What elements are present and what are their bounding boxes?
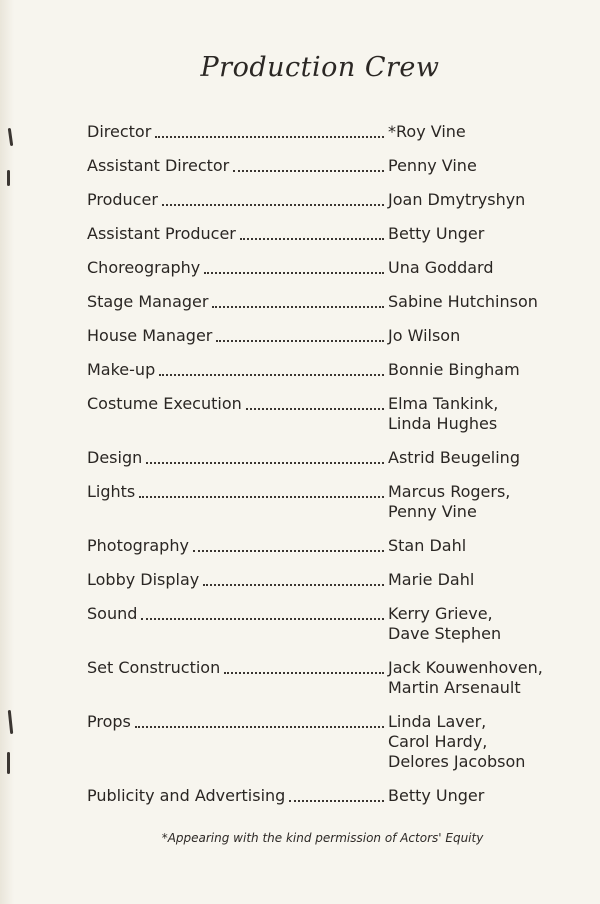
crew-name: Martin Arsenault xyxy=(388,678,521,697)
dot-leader xyxy=(146,461,384,464)
crew-row xyxy=(87,712,567,772)
crew-role-label: Props xyxy=(87,712,131,731)
crew-row xyxy=(87,482,567,522)
crew-role xyxy=(87,786,388,806)
crew-names xyxy=(388,258,567,278)
crew-name: Linda Hughes xyxy=(388,414,498,433)
dot-leader xyxy=(289,799,384,802)
crew-role-label: Sound xyxy=(87,604,138,623)
crew-name: Marie Dahl xyxy=(388,570,475,589)
crew-name: Betty Unger xyxy=(388,224,485,243)
crew-name: Jack Kouwenhoven, xyxy=(388,658,543,677)
crew-names xyxy=(388,786,567,806)
dot-leader xyxy=(204,271,384,274)
crew-name: Sabine Hutchinson xyxy=(388,292,538,311)
crew-role-label: Make-up xyxy=(87,360,156,379)
dot-leader xyxy=(135,725,384,728)
dot-leader xyxy=(162,203,384,206)
crew-role-label: Publicity and Advertising xyxy=(87,786,286,805)
crew-row xyxy=(87,394,567,434)
crew-name: *Roy Vine xyxy=(388,122,466,141)
dot-leader xyxy=(216,339,384,342)
crew-name: Penny Vine xyxy=(388,156,477,175)
crew-names xyxy=(388,326,567,346)
crew-name: Stan Dahl xyxy=(388,536,467,555)
crew-row xyxy=(87,604,567,644)
crew-name: Marcus Rogers, xyxy=(388,482,511,501)
crew-row xyxy=(87,570,567,590)
crew-names xyxy=(388,224,567,244)
dot-leader xyxy=(240,237,384,240)
crew-names xyxy=(388,570,567,590)
crew-role-label: Stage Manager xyxy=(87,292,209,311)
crew-role-label: Assistant Director xyxy=(87,156,230,175)
dot-leader xyxy=(212,305,384,308)
equity-footnote: *Appearing with the kind permission of Actors' Equity xyxy=(161,831,484,845)
crew-role xyxy=(87,482,388,502)
crew-names xyxy=(388,190,567,210)
crew-names xyxy=(388,360,567,380)
crew-role xyxy=(87,658,388,678)
dot-leader xyxy=(159,373,384,376)
crew-row xyxy=(87,786,567,806)
crew-names xyxy=(388,482,567,522)
crew-name: Bonnie Bingham xyxy=(388,360,520,379)
crew-row xyxy=(87,658,567,698)
crew-name: Carol Hardy, xyxy=(388,732,488,751)
crew-role xyxy=(87,448,388,468)
crew-names xyxy=(388,292,567,312)
crew-name: Joan Dmytryshyn xyxy=(388,190,526,209)
crew-role xyxy=(87,326,388,346)
crew-role xyxy=(87,292,388,312)
dot-leader xyxy=(224,671,384,674)
crew-role-label: Choreography xyxy=(87,258,201,277)
crew-list xyxy=(87,122,567,820)
crew-name: Jo Wilson xyxy=(388,326,461,345)
crew-role xyxy=(87,570,388,590)
crew-row xyxy=(87,326,567,346)
crew-role-label: Set Construction xyxy=(87,658,221,677)
crew-role-label: Design xyxy=(87,448,143,467)
crew-name: Betty Unger xyxy=(388,786,485,805)
crew-row xyxy=(87,224,567,244)
crew-name: Dave Stephen xyxy=(388,624,502,643)
dot-leader xyxy=(139,495,384,498)
page-title: Production Crew xyxy=(200,52,440,83)
crew-row xyxy=(87,156,567,176)
crew-names xyxy=(388,394,567,434)
crew-names xyxy=(388,536,567,556)
crew-role xyxy=(87,122,388,142)
crew-row xyxy=(87,448,567,468)
crew-role xyxy=(87,190,388,210)
binding-mark xyxy=(7,752,10,774)
crew-row xyxy=(87,292,567,312)
crew-row xyxy=(87,190,567,210)
dot-leader xyxy=(155,135,384,138)
crew-name: Penny Vine xyxy=(388,502,477,521)
crew-names xyxy=(388,604,567,644)
crew-role xyxy=(87,394,388,414)
crew-role-label: Producer xyxy=(87,190,158,209)
crew-role-label: Photography xyxy=(87,536,189,555)
crew-role xyxy=(87,258,388,278)
crew-role xyxy=(87,604,388,624)
crew-row xyxy=(87,360,567,380)
crew-name: Linda Laver, xyxy=(388,712,487,731)
crew-names xyxy=(388,156,567,176)
dot-leader xyxy=(203,583,384,586)
crew-name: Una Goddard xyxy=(388,258,494,277)
crew-role-label: Lights xyxy=(87,482,136,501)
dot-leader xyxy=(233,169,384,172)
crew-role xyxy=(87,156,388,176)
crew-name: Kerry Grieve, xyxy=(388,604,493,623)
crew-names xyxy=(388,122,567,142)
crew-names xyxy=(388,448,567,468)
crew-row xyxy=(87,258,567,278)
dot-leader xyxy=(141,617,384,620)
crew-row xyxy=(87,536,567,556)
crew-name: Astrid Beugeling xyxy=(388,448,520,467)
crew-role-label: Costume Execution xyxy=(87,394,242,413)
dot-leader xyxy=(246,407,384,410)
crew-names xyxy=(388,712,567,772)
crew-role xyxy=(87,712,388,732)
binding-mark xyxy=(7,170,10,186)
crew-role-label: Director xyxy=(87,122,152,141)
crew-role-label: Lobby Display xyxy=(87,570,200,589)
crew-name: Delores Jacobson xyxy=(388,752,526,771)
dot-leader xyxy=(193,549,384,552)
crew-role-label: House Manager xyxy=(87,326,213,345)
crew-row xyxy=(87,122,567,142)
crew-role-label: Assistant Producer xyxy=(87,224,236,243)
crew-role xyxy=(87,224,388,244)
crew-name: Elma Tankink, xyxy=(388,394,499,413)
crew-names xyxy=(388,658,567,698)
crew-role xyxy=(87,360,388,380)
crew-role xyxy=(87,536,388,556)
